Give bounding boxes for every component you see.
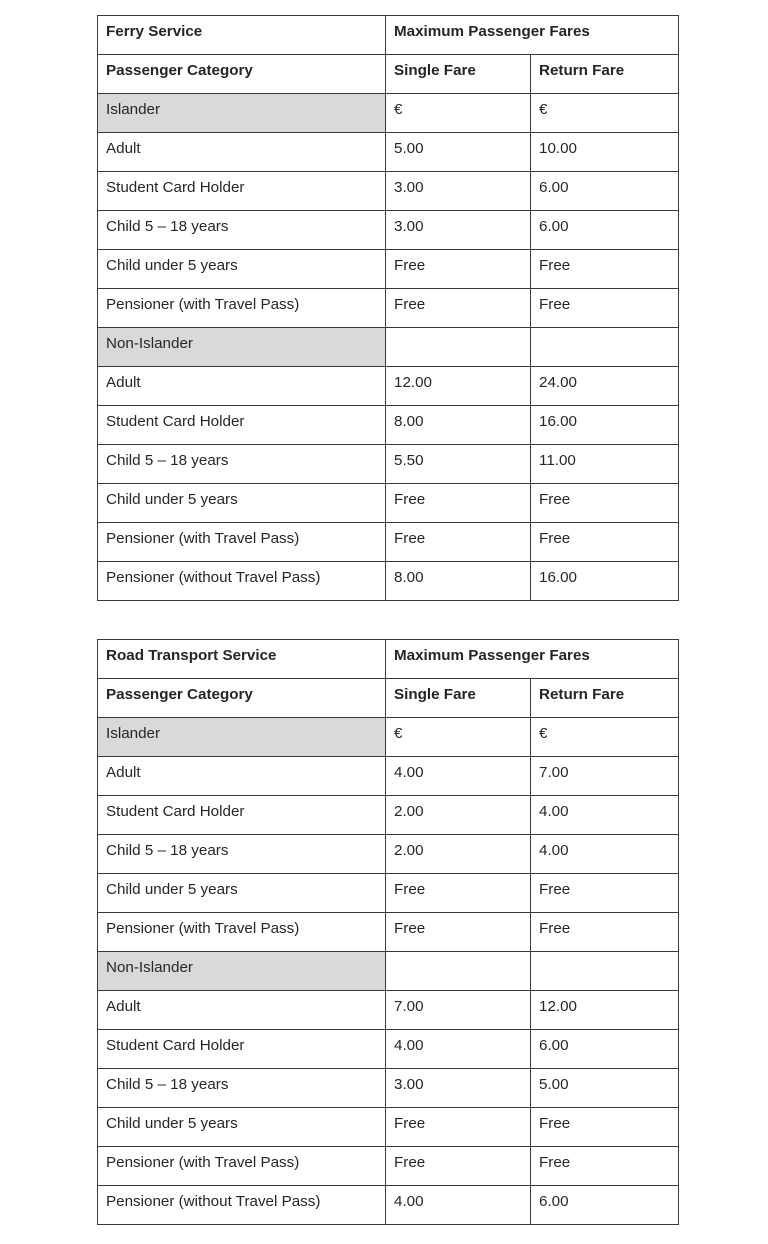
column-header-return-fare: Return Fare <box>531 55 679 94</box>
fare-row <box>98 874 679 913</box>
fare-row <box>98 484 679 523</box>
return-fare-cell <box>531 952 679 991</box>
single-fare-cell: Free <box>386 250 531 289</box>
passenger-category-cell: Adult <box>98 991 386 1030</box>
return-fare-cell: 11.00 <box>531 445 679 484</box>
single-fare-cell <box>386 328 531 367</box>
fare-row <box>98 289 679 328</box>
category-group-row <box>98 952 679 991</box>
return-fare-cell: 16.00 <box>531 406 679 445</box>
return-fare-cell: 16.00 <box>531 562 679 601</box>
fare-row <box>98 913 679 952</box>
fare-row <box>98 991 679 1030</box>
fare-row <box>98 523 679 562</box>
passenger-category-cell: Child 5 – 18 years <box>98 445 386 484</box>
return-fare-cell: Free <box>531 1108 679 1147</box>
passenger-category-cell: Child under 5 years <box>98 484 386 523</box>
single-fare-cell: 2.00 <box>386 835 531 874</box>
single-fare-cell: Free <box>386 1108 531 1147</box>
passenger-category-cell: Non-Islander <box>98 952 386 991</box>
single-fare-cell: 8.00 <box>386 562 531 601</box>
fare-row <box>98 445 679 484</box>
passenger-category-cell: Child 5 – 18 years <box>98 211 386 250</box>
service-title: Road Transport Service <box>98 640 386 679</box>
category-group-row <box>98 328 679 367</box>
single-fare-cell: Free <box>386 874 531 913</box>
fares-title: Maximum Passenger Fares <box>386 640 679 679</box>
single-fare-cell: Free <box>386 289 531 328</box>
fare-row <box>98 367 679 406</box>
return-fare-cell: 10.00 <box>531 133 679 172</box>
fare-row <box>98 211 679 250</box>
table-title-row <box>98 16 679 55</box>
passenger-category-cell: Pensioner (with Travel Pass) <box>98 1147 386 1186</box>
passenger-category-cell: Student Card Holder <box>98 406 386 445</box>
single-fare-cell <box>386 952 531 991</box>
return-fare-cell: Free <box>531 1147 679 1186</box>
passenger-category-cell: Child 5 – 18 years <box>98 835 386 874</box>
return-fare-cell: Free <box>531 289 679 328</box>
passenger-category-cell: Child under 5 years <box>98 874 386 913</box>
return-fare-cell: € <box>531 718 679 757</box>
single-fare-cell: Free <box>386 484 531 523</box>
column-header-category: Passenger Category <box>98 679 386 718</box>
column-header-row <box>98 55 679 94</box>
single-fare-cell: € <box>386 94 531 133</box>
passenger-category-cell: Child under 5 years <box>98 1108 386 1147</box>
fare-row <box>98 757 679 796</box>
passenger-category-cell: Islander <box>98 94 386 133</box>
return-fare-cell: 5.00 <box>531 1069 679 1108</box>
category-group-row <box>98 94 679 133</box>
single-fare-cell: 3.00 <box>386 211 531 250</box>
fare-row <box>98 835 679 874</box>
return-fare-cell: 7.00 <box>531 757 679 796</box>
fare-row <box>98 172 679 211</box>
passenger-category-cell: Student Card Holder <box>98 796 386 835</box>
passenger-category-cell: Child 5 – 18 years <box>98 1069 386 1108</box>
road-transport-fares-table <box>97 639 679 1225</box>
return-fare-cell: 6.00 <box>531 1030 679 1069</box>
column-header-category: Passenger Category <box>98 55 386 94</box>
passenger-category-cell: Pensioner (with Travel Pass) <box>98 913 386 952</box>
fare-row <box>98 1186 679 1225</box>
category-group-row <box>98 718 679 757</box>
fare-row <box>98 1147 679 1186</box>
return-fare-cell: € <box>531 94 679 133</box>
return-fare-cell: Free <box>531 874 679 913</box>
single-fare-cell: 12.00 <box>386 367 531 406</box>
passenger-category-cell: Adult <box>98 757 386 796</box>
return-fare-cell: Free <box>531 484 679 523</box>
single-fare-cell: 5.00 <box>386 133 531 172</box>
column-header-row <box>98 679 679 718</box>
passenger-category-cell: Pensioner (without Travel Pass) <box>98 562 386 601</box>
fare-row <box>98 1030 679 1069</box>
single-fare-cell: 4.00 <box>386 1030 531 1069</box>
passenger-category-cell: Pensioner (with Travel Pass) <box>98 523 386 562</box>
return-fare-cell: 4.00 <box>531 835 679 874</box>
passenger-category-cell: Pensioner (with Travel Pass) <box>98 289 386 328</box>
table-title-row <box>98 640 679 679</box>
return-fare-cell: 24.00 <box>531 367 679 406</box>
return-fare-cell: Free <box>531 250 679 289</box>
passenger-category-cell: Adult <box>98 367 386 406</box>
fare-row <box>98 250 679 289</box>
return-fare-cell: 6.00 <box>531 172 679 211</box>
return-fare-cell <box>531 328 679 367</box>
return-fare-cell: Free <box>531 913 679 952</box>
single-fare-cell: 4.00 <box>386 1186 531 1225</box>
single-fare-cell: 7.00 <box>386 991 531 1030</box>
return-fare-cell: 6.00 <box>531 211 679 250</box>
single-fare-cell: € <box>386 718 531 757</box>
fares-title: Maximum Passenger Fares <box>386 16 679 55</box>
ferry-fares-table <box>97 15 679 601</box>
column-header-single-fare: Single Fare <box>386 55 531 94</box>
passenger-category-cell: Student Card Holder <box>98 172 386 211</box>
road-table-body <box>98 640 679 1225</box>
column-header-return-fare: Return Fare <box>531 679 679 718</box>
fare-row <box>98 562 679 601</box>
single-fare-cell: Free <box>386 913 531 952</box>
passenger-category-cell: Islander <box>98 718 386 757</box>
ferry-table-body <box>98 16 679 601</box>
fare-row <box>98 796 679 835</box>
fare-row <box>98 1108 679 1147</box>
fare-row <box>98 1069 679 1108</box>
return-fare-cell: 6.00 <box>531 1186 679 1225</box>
return-fare-cell: 4.00 <box>531 796 679 835</box>
single-fare-cell: 2.00 <box>386 796 531 835</box>
passenger-category-cell: Adult <box>98 133 386 172</box>
single-fare-cell: 8.00 <box>386 406 531 445</box>
single-fare-cell: Free <box>386 523 531 562</box>
passenger-category-cell: Non-Islander <box>98 328 386 367</box>
passenger-category-cell: Pensioner (without Travel Pass) <box>98 1186 386 1225</box>
single-fare-cell: 3.00 <box>386 1069 531 1108</box>
single-fare-cell: 3.00 <box>386 172 531 211</box>
single-fare-cell: Free <box>386 1147 531 1186</box>
fare-row <box>98 406 679 445</box>
return-fare-cell: Free <box>531 523 679 562</box>
return-fare-cell: 12.00 <box>531 991 679 1030</box>
fare-row <box>98 133 679 172</box>
column-header-single-fare: Single Fare <box>386 679 531 718</box>
passenger-category-cell: Child under 5 years <box>98 250 386 289</box>
passenger-category-cell: Student Card Holder <box>98 1030 386 1069</box>
service-title: Ferry Service <box>98 16 386 55</box>
single-fare-cell: 4.00 <box>386 757 531 796</box>
single-fare-cell: 5.50 <box>386 445 531 484</box>
